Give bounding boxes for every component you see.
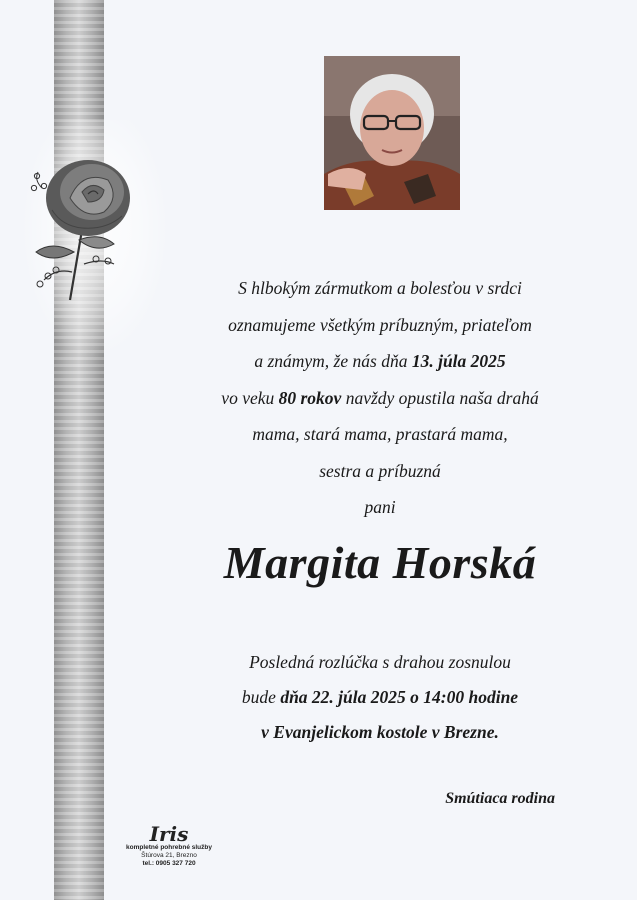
announcement-line-4-prefix: vo veku [221, 387, 279, 408]
announcement-line-7: pani [364, 497, 396, 517]
farewell-text [150, 645, 610, 750]
announcement-text [150, 270, 610, 526]
funeral-service-logo [114, 824, 224, 868]
announcement-line-1: S hlbokým zármutkom a bolesťou v srdci [238, 278, 522, 298]
signature: Smútiaca rodina [445, 790, 555, 807]
farewell-line-1: Posledná rozlúčka s drahou zosnulou [249, 652, 511, 672]
announcement-line-5: mama, stará mama, prastará mama, [252, 424, 508, 444]
funeral-service-phone: tel.: 0905 327 720 [142, 860, 196, 867]
announcement-line-4-suffix: navždy opustila naša drahá [341, 387, 539, 408]
farewell-line-2-prefix: bude [241, 687, 281, 707]
portrait-photo [324, 56, 460, 210]
farewell-datetime: dňa 22. júla 2025 o 14:00 hodine [280, 687, 519, 707]
announcement-line-3 [150, 343, 610, 380]
announcement-line-4 [150, 380, 610, 417]
funeral-service-tagline: kompletné pohrebné služby [126, 844, 212, 851]
funeral-service-address: Štúrova 21, Brezno [141, 852, 197, 859]
age-at-death: 80 rokov [278, 387, 342, 408]
rose-icon [22, 140, 152, 310]
announcement-line-2: oznamujeme všetkým príbuzným, priateľom [228, 314, 532, 335]
farewell-line-2 [150, 680, 610, 715]
deceased-name: Margita Horská [223, 537, 537, 588]
date-of-death: 13. júla 2025 [411, 351, 506, 371]
announcement-line-6: sestra a príbuzná [319, 460, 441, 481]
farewell-location: v Evanjelickom kostole v Brezne. [261, 722, 499, 742]
funeral-service-name: Iris [149, 822, 189, 846]
announcement-line-3-prefix: a známym, že nás dňa [254, 351, 412, 371]
